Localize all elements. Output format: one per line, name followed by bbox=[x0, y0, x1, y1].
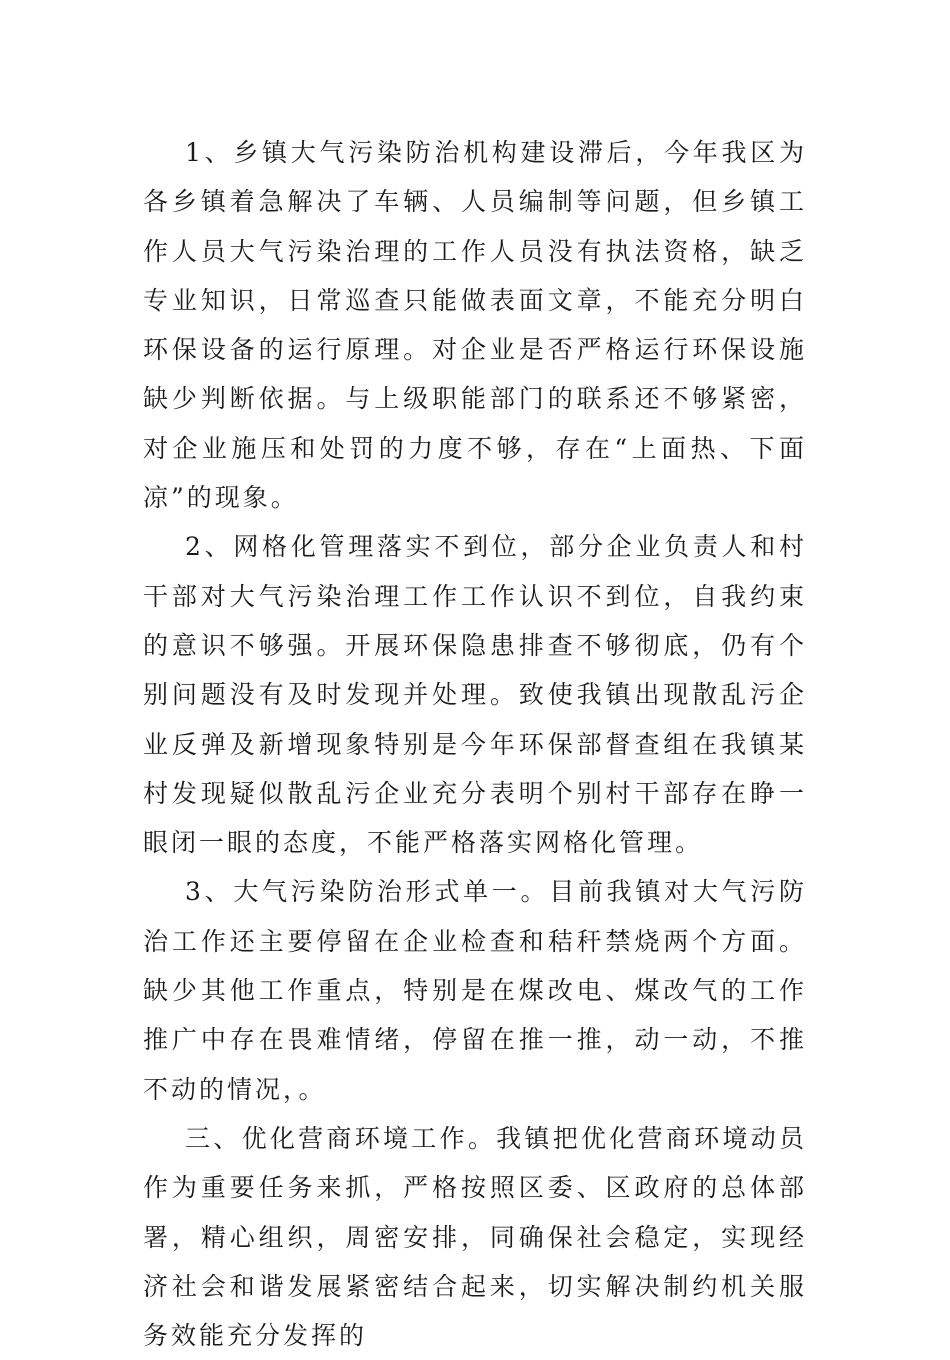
document-body bbox=[143, 128, 807, 1360]
paragraph-1: 1、乡镇大气污染防治机构建设滞后，今年我区为各乡镇着急解决了车辆、人员编制等问题，但乡镇工作人员大气污染治理的工作人员没有执法资格，缺乏专业知识，日常巡查只能做表面文章，不能充分明白环保设备的运行原理。对企业是否严格运行环保设施缺少判断依据。与上级职能部门的联系还不够紧密，对企业施压和处罚的力度不够，存在“上面热、下面凉”的现象。 bbox=[143, 138, 807, 513]
paragraph-4: 三、优化营商环境工作。我镇把优化营商环境动员作为重要任务来抓，严格按照区委、区政府的总体部署，精心组织，周密安排，同确保社会稳定，实现经济社会和谐发展紧密结合起来，切实解决制约机关服务效能充分发挥的 bbox=[143, 1123, 807, 1351]
paragraph-3: 3、大气污染防治形式单一。目前我镇对大气污防治工作还主要停留在企业检查和秸秆禁烧两个方面。缺少其他工作重点，特别是在煤改电、煤改气的工作推广中存在畏难情绪，停留在推一推，动一动，不推不动的情况，。 bbox=[143, 877, 807, 1104]
paragraph-2: 2、网格化管理落实不到位，部分企业负责人和村干部对大气污染治理工作工作认识不到位，自我约束的意识不够强。开展环保隐患排查不够彻底，仍有个别问题没有及时发现并处理。致使我镇出现散乱污企业反弹及新增现象特别是今年环保部督查组在我镇某村发现疑似散乱污企业充分表明个别村干部存在睁一眼闭一眼的态度，不能严格落实网格化管理。 bbox=[143, 532, 807, 858]
